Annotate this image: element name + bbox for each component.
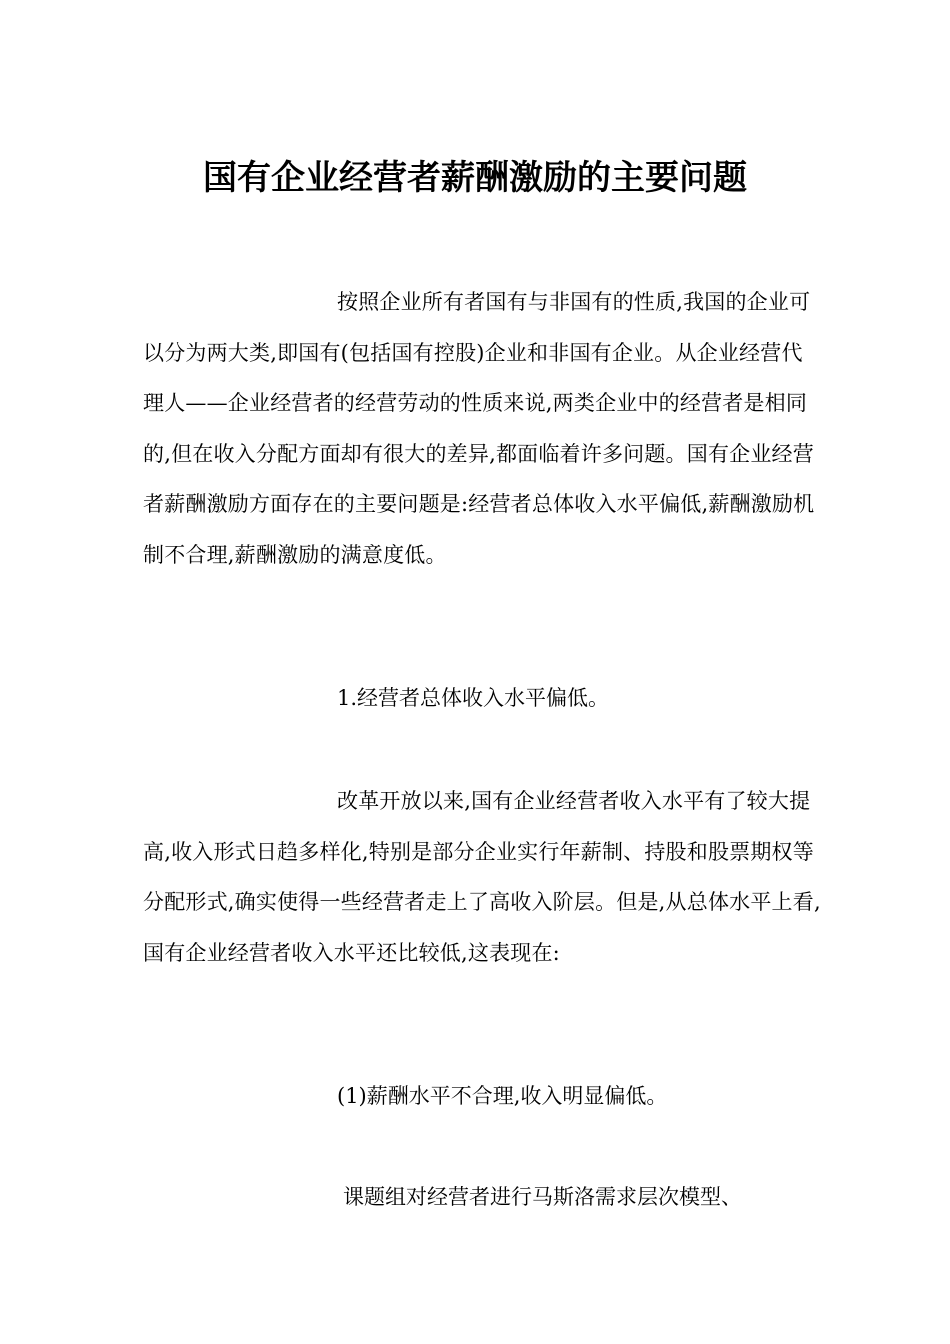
paragraph-reform: 改革开放以来,国有企业经营者收入水平有了较大提高,收入形式日趋多样化,特别是部分企业实行年薪制、持股和股票期权等分配形式,确实使得一些经营者走上了高收入阶层。但是,从总体水平上看,国有企业经营者收入水平还比较低,这表现在: bbox=[143, 789, 821, 965]
document-title: 国有企业经营者薪酬激励的主要问题 bbox=[203, 158, 747, 198]
subsection-heading-1: (1)薪酬水平不合理,收入明显偏低。 bbox=[337, 1084, 668, 1108]
paragraph-survey: 课题组对经营者进行马斯洛需求层次模型、 bbox=[343, 1185, 742, 1209]
paragraph-intro: 按照企业所有者国有与非国有的性质,我国的企业可以分为两大类,即国有(包括国有控股)企业和非国有企业。从企业经营代理人——企业经营者的经营劳动的性质来说,两类企业中的经营者是相同的,但在收入分配方面却有很大的差异,都面临着许多问题。国有企业经营者薪酬激励方面存在的主要问题是:经营者总体收入水平偏低,薪酬激励机制不合理,薪酬激励的满意度低。 bbox=[143, 290, 815, 567]
section-heading-1: 1.经营者总体收入水平偏低。 bbox=[337, 686, 610, 710]
